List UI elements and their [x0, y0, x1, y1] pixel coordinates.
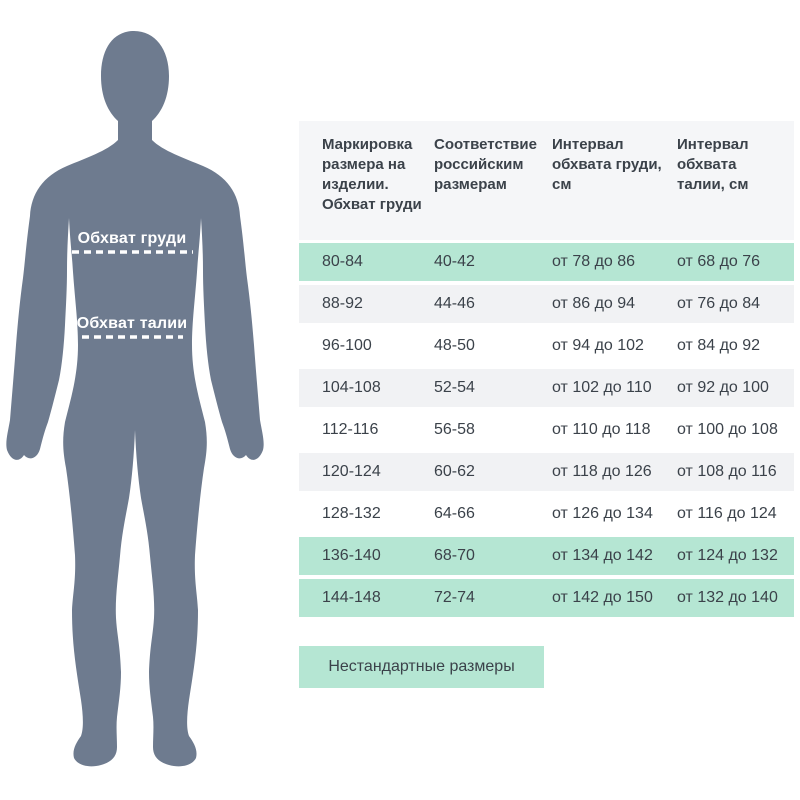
table-row — [299, 369, 794, 407]
cell-waist-interval: от 124 до 132 — [677, 547, 778, 564]
cell-waist-interval: от 132 до 140 — [677, 589, 778, 606]
cell-chest-interval: от 94 до 102 — [552, 337, 644, 354]
cell-size-marking: 88-92 — [322, 295, 363, 312]
table-row — [299, 537, 794, 575]
nonstandard-sizes-button[interactable]: Нестандартные размеры — [299, 646, 544, 688]
cell-russian-size: 48-50 — [434, 337, 475, 354]
cell-size-marking: 144-148 — [322, 589, 381, 606]
size-table-body — [299, 243, 794, 617]
cell-russian-size: 64-66 — [434, 505, 475, 522]
cell-chest-interval: от 86 до 94 — [552, 295, 636, 312]
male-silhouette-figure — [0, 0, 300, 800]
cell-waist-interval: от 76 до 84 — [677, 295, 761, 312]
cell-russian-size: 60-62 — [434, 463, 475, 480]
cell-size-marking: 104-108 — [322, 379, 381, 396]
cell-chest-interval: от 102 до 110 — [552, 379, 652, 396]
cell-russian-size: 52-54 — [434, 379, 475, 396]
body-shape — [6, 31, 263, 766]
table-row — [299, 495, 794, 533]
cell-chest-interval: от 110 до 118 — [552, 421, 651, 438]
cell-size-marking: 120-124 — [322, 463, 381, 480]
table-row — [299, 453, 794, 491]
cell-russian-size: 44-46 — [434, 295, 475, 312]
cell-size-marking: 136-140 — [322, 547, 381, 564]
cell-chest-interval: от 126 до 134 — [552, 505, 653, 522]
cell-chest-interval: от 134 до 142 — [552, 547, 653, 564]
col-header-russian-size: Соответствие российским размерам — [434, 136, 537, 194]
cell-waist-interval: от 68 до 76 — [677, 253, 761, 270]
cell-waist-interval: от 100 до 108 — [677, 421, 778, 438]
table-row — [299, 579, 794, 617]
cell-waist-interval: от 84 до 92 — [677, 337, 761, 354]
size-table — [299, 121, 794, 617]
cell-russian-size: 68-70 — [434, 547, 475, 564]
cell-russian-size: 40-42 — [434, 253, 475, 270]
col-header-waist-interval: Интервал обхвата талии, см — [677, 136, 749, 194]
waist-line-label: Обхват талии — [76, 315, 188, 332]
table-row — [299, 411, 794, 449]
cell-waist-interval: от 108 до 116 — [677, 463, 777, 480]
cell-size-marking: 112-116 — [322, 421, 379, 438]
cell-chest-interval: от 142 до 150 — [552, 589, 653, 606]
table-row — [299, 243, 794, 281]
col-header-size-marking: Маркировка размера на изделии. Обхват груди — [322, 136, 422, 214]
cell-size-marking: 96-100 — [322, 337, 372, 354]
cell-chest-interval: от 78 до 86 — [552, 253, 636, 270]
cell-waist-interval: от 116 до 124 — [677, 505, 777, 522]
cell-size-marking: 80-84 — [322, 253, 363, 270]
cell-russian-size: 72-74 — [434, 589, 475, 606]
cell-size-marking: 128-132 — [322, 505, 381, 522]
male-body-silhouette-svg — [0, 0, 300, 800]
cell-russian-size: 56-58 — [434, 421, 475, 438]
cell-waist-interval: от 92 до 100 — [677, 379, 769, 396]
table-row — [299, 285, 794, 323]
table-row — [299, 327, 794, 365]
col-header-chest-interval: Интервал обхвата груди, см — [552, 136, 662, 194]
chest-line-label: Обхват груди — [77, 230, 187, 247]
cell-chest-interval: от 118 до 126 — [552, 463, 652, 480]
size-table-header — [299, 121, 794, 240]
